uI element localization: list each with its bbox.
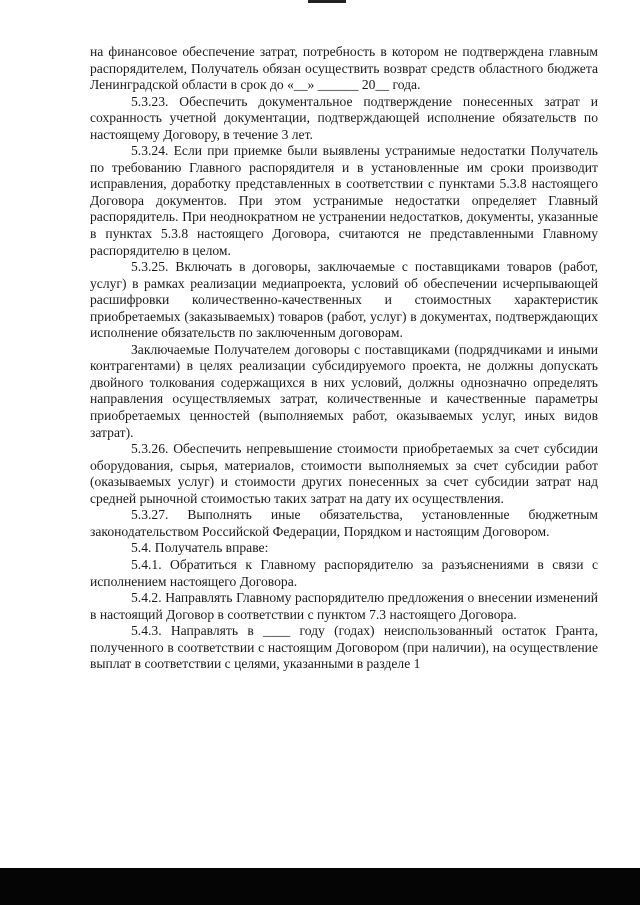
paragraph-5-3-27: 5.3.27. Выполнять иные обязательства, установленные бюджетным законодательством Российской Федерации, Порядком и настоящим Договором. bbox=[90, 507, 598, 539]
paragraph-5-4: 5.4. Получатель вправе: bbox=[131, 540, 269, 556]
paragraph-5-4-1: 5.4.1. Обратиться к Главному распорядителю за разъяснениями в связи с исполнением настоящего Договора. bbox=[90, 556, 598, 589]
paragraph-5-3-24: 5.3.24. Если при приемке были выявлены устранимые недостатки Получатель по требованию Главного распорядителя и в установленные им сроки производит исправления, доработку представленных в соответствии с пунктами 5.3.8 настоящего Договора документов. При этом устранимые недостатки определяет Главный распорядитель. При неоднократном не устранении недостатков, документы, указанные в пунктах 5.3.8 настоящего Договора, считаются не представленными Главному распорядителю в целом. bbox=[90, 143, 598, 258]
paragraph-5-3-26: 5.3.26. Обеспечить непревышение стоимости приобретаемых за счет субсидии оборудования, сырья, материалов, стоимости выполняемых за счет субсидии работ (оказываемых услуг) и стоимости других понесенных за счет субсидии затрат над средней рыночной стоимостью таких затрат на дату их осуществления. bbox=[90, 441, 598, 506]
paragraph-continuation: на финансовое обеспечение затрат, потребность в котором не подтверждена главным распорядителем, Получатель обязан осуществить возврат средств областного бюджета Ленинградской области в срок до «__» ______ 20__ года. bbox=[90, 44, 598, 93]
paragraph-5-4-3: 5.4.3. Направлять в ____ году (годах) неиспользованный остаток Гранта, полученного в соответствии с настоящим Договором (при наличии), на осуществление выплат в соответствии с целями, указанными в разделе 1 bbox=[90, 623, 598, 672]
scan-top-mark bbox=[308, 0, 346, 3]
paragraph-5-3-23: 5.3.23. Обеспечить документальное подтверждение понесенных затрат и сохранность учетной документации, подтверждающей исполнение обязательств по настоящему Договору, в течение 3 лет. bbox=[90, 93, 598, 142]
document-page bbox=[90, 44, 598, 673]
scan-bottom-band bbox=[0, 868, 640, 905]
paragraph-5-4-2: 5.4.2. Направлять Главному распорядителю предложения о внесении изменений в настоящий Договор в соответствии с пунктом 7.3 настоящего Договора. bbox=[90, 590, 598, 622]
paragraph-5-3-25: 5.3.25. Включать в договоры, заключаемые с поставщиками товаров (работ, услуг) в рамках реализации медиапроекта, условий об обеспечении исчерпывающей расшифровки количественно-качественных и стоимостных характеристик приобретаемых (заказываемых) товаров (работ, услуг) в документах, подтверждающих исполнение обязательств по заключенным договорам. bbox=[90, 259, 598, 341]
paragraph-contracts: Заключаемые Получателем договоры с поставщиками (подрядчиками и иными контрагентами) в целях реализации субсидируемого проекта, не должны допускать двойного толкования содержащихся в них условий, должны однозначно определять направления осуществляемых затрат, количественные и качественные параметры приобретаемых ценностей (выполняемых работ, оказываемых услуг, иных видов затрат). bbox=[90, 341, 598, 440]
